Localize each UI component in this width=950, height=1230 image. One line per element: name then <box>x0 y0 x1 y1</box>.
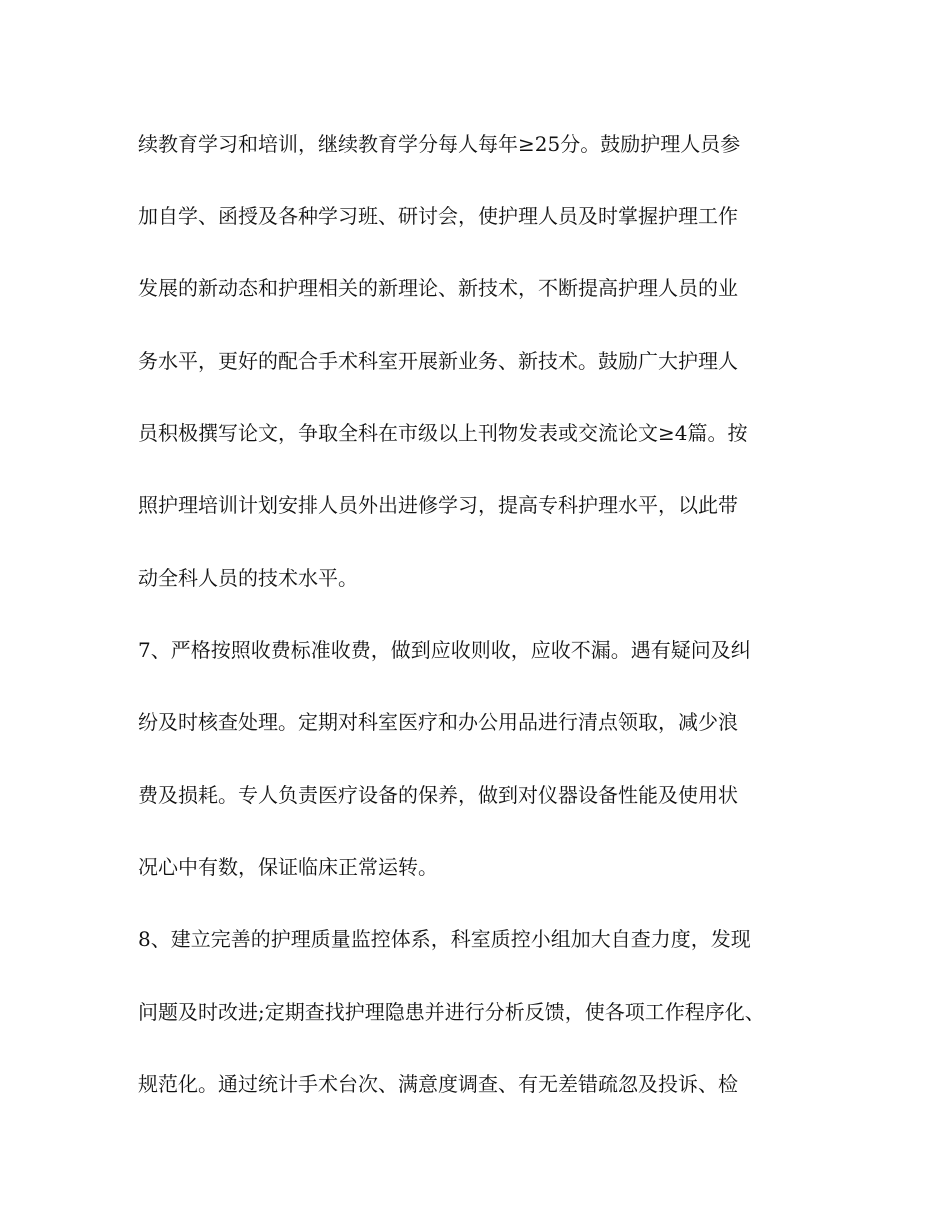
paragraph-line: 加自学、函授及各种学习班、研讨会，使护理人员及时掌握护理工作 <box>138 204 738 228</box>
paragraph-line: 问题及时改进;定期查找护理隐患并进行分析反馈，使各项工作程序化、 <box>138 1000 765 1024</box>
paragraph-line: 员积极撰写论文，争取全科在市级以上刊物发表或交流论文≥4篇。按 <box>138 421 748 445</box>
paragraph-line: 8、建立完善的护理质量监控体系，科室质控小组加大自查力度，发现 <box>138 927 751 951</box>
paragraph-line: 纷及时核查处理。定期对科室医疗和办公用品进行清点领取，减少浪 <box>138 710 738 734</box>
paragraph-line: 续教育学习和培训，继续教育学分每人每年≥25分。鼓励护理人员参 <box>138 132 741 156</box>
paragraph-line: 规范化。通过统计手术台次、满意度调查、有无差错疏忽及投诉、检 <box>138 1072 738 1096</box>
paragraph-line: 务水平，更好的配合手术科室开展新业务、新技术。鼓励广大护理人 <box>138 349 738 373</box>
paragraph-line: 费及损耗。专人负责医疗设备的保养，做到对仪器设备性能及使用状 <box>138 783 738 807</box>
paragraph-line: 动全科人员的技术水平。 <box>138 566 358 590</box>
paragraph-line: 发展的新动态和护理相关的新理论、新技术，不断提高护理人员的业 <box>138 276 738 300</box>
paragraph-line: 7、严格按照收费标准收费，做到应收则收，应收不漏。遇有疑问及纠 <box>138 638 751 662</box>
paragraph-line: 照护理培训计划安排人员外出进修学习，提高专科护理水平，以此带 <box>138 493 738 517</box>
paragraph-line: 况心中有数，保证临床正常运转。 <box>138 855 438 879</box>
